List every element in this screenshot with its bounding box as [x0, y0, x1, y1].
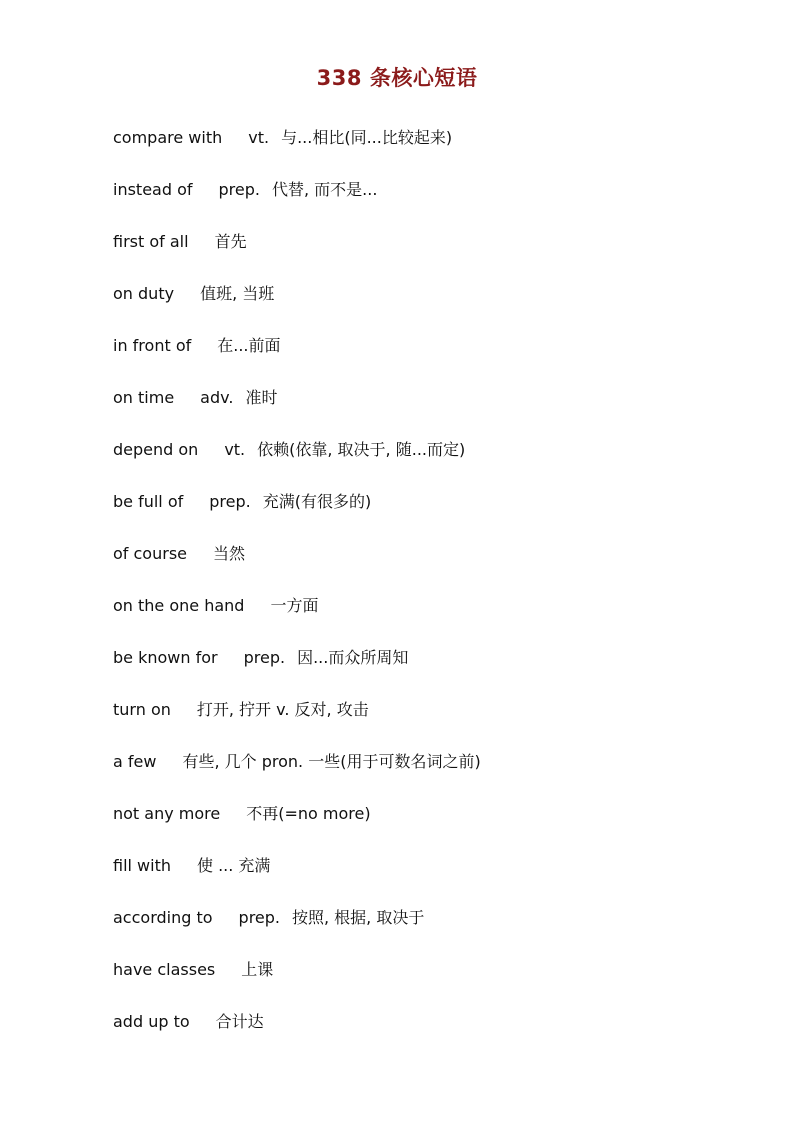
phrase-term: be full of	[113, 492, 184, 511]
phrase-pos: adv.	[200, 388, 234, 407]
phrase-term: on time	[113, 388, 175, 407]
phrase-meaning: 使 ... 充满	[197, 856, 271, 875]
phrase-meaning: 上课	[241, 960, 274, 979]
phrase-term: a few	[113, 752, 157, 771]
phrase-term: add up to	[113, 1012, 190, 1031]
phrase-term: not any more	[113, 804, 221, 823]
phrase-meaning: 充满(有很多的)	[262, 492, 372, 511]
phrase-term: compare with	[113, 128, 223, 147]
phrase-entry	[113, 646, 753, 698]
phrase-term: fill with	[113, 856, 171, 875]
phrase-meaning: 首先	[214, 232, 247, 251]
phrase-entry	[113, 802, 753, 854]
phrase-term: on the one hand	[113, 596, 245, 615]
phrase-entry	[113, 750, 753, 802]
phrase-meaning: 打开, 拧开 v. 反对, 攻击	[196, 700, 369, 719]
phrase-entry	[113, 542, 753, 594]
phrase-entry	[113, 854, 753, 906]
phrase-meaning: 准时	[245, 388, 278, 407]
phrase-meaning: 合计达	[215, 1012, 264, 1031]
phrase-pos: vt.	[248, 128, 270, 147]
phrase-entry	[113, 698, 753, 750]
page-title: 338 条核心短语	[316, 66, 478, 90]
phrase-term: on duty	[113, 284, 175, 303]
phrase-entry	[113, 958, 753, 1010]
phrase-meaning: 一方面	[270, 596, 319, 615]
phrase-meaning: 与...相比(同...比较起来)	[281, 128, 453, 147]
phrase-term: according to	[113, 908, 213, 927]
phrase-term: have classes	[113, 960, 216, 979]
phrase-entry	[113, 490, 753, 542]
phrase-entry	[113, 230, 753, 282]
phrase-list	[113, 126, 753, 1062]
phrase-meaning: 不再(=no more)	[246, 804, 371, 823]
phrase-term: in front of	[113, 336, 192, 355]
phrase-pos: prep.	[243, 648, 286, 667]
phrase-pos: prep.	[218, 180, 260, 199]
phrase-meaning: 因...而众所周知	[297, 648, 409, 667]
phrase-meaning: 在...前面	[217, 336, 281, 355]
phrase-term: of course	[113, 544, 187, 563]
phrase-term: first of all	[113, 232, 189, 251]
phrase-entry	[113, 334, 753, 386]
phrase-entry	[113, 438, 753, 490]
phrase-meaning: 当然	[213, 544, 246, 563]
phrase-entry	[113, 282, 753, 334]
phrase-term: instead of	[113, 180, 193, 199]
phrase-pos: vt.	[224, 440, 246, 459]
phrase-entry	[113, 386, 753, 438]
phrase-entry	[113, 126, 753, 178]
phrase-meaning: 代替, 而不是...	[271, 180, 378, 199]
phrase-meaning: 有些, 几个 pron. 一些(用于可数名词之前)	[182, 752, 481, 771]
phrase-term: turn on	[113, 700, 171, 719]
phrase-entry	[113, 594, 753, 646]
phrase-pos: prep.	[238, 908, 280, 927]
phrase-term: be known for	[113, 648, 218, 667]
phrase-term: depend on	[113, 440, 199, 459]
phrase-meaning: 值班, 当班	[200, 284, 275, 303]
phrase-entry	[113, 178, 753, 230]
phrase-meaning: 按照, 根据, 取决于	[292, 908, 425, 927]
phrase-meaning: 依赖(依靠, 取决于, 随...而定)	[257, 440, 466, 459]
phrase-pos: prep.	[209, 492, 251, 511]
phrase-entry	[113, 1010, 753, 1062]
phrase-entry	[113, 906, 753, 958]
